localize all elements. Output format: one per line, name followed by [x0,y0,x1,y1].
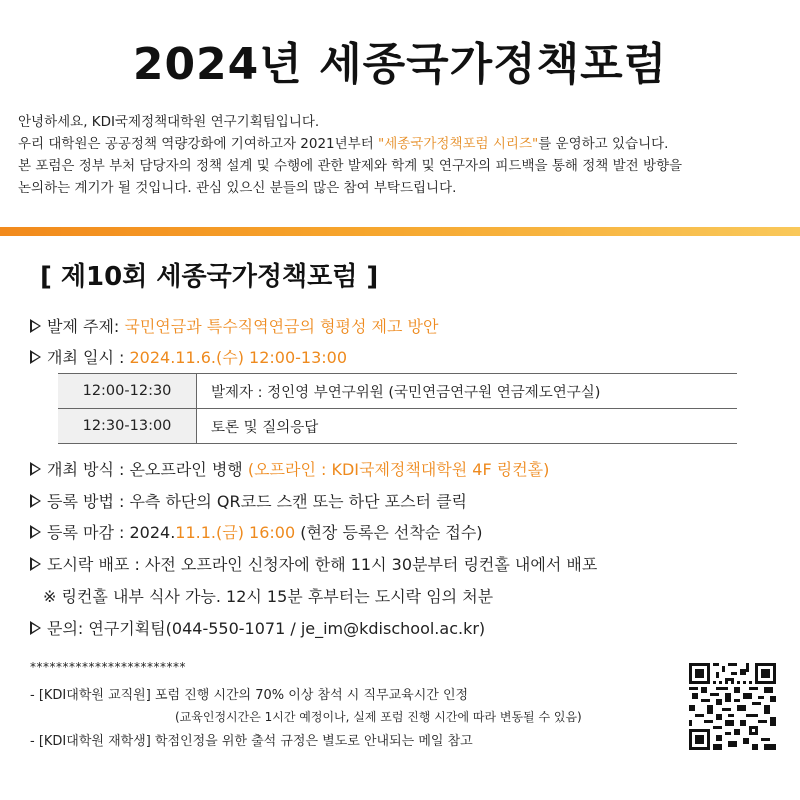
divider-bar [0,227,800,236]
intro-line-2a: 우리 대학원은 공공정책 역량강화에 기여하고자 2021년부터 [18,136,379,152]
deadline-label: 등록 마감 : 2024. [47,523,176,542]
contact-row [30,616,485,639]
triangle-right-icon [30,525,41,539]
series-highlight: "세종국가정책포럼 시리즈" [378,136,539,152]
method-row [30,457,549,480]
date-label: 개최 일시 : [47,348,130,367]
method-label: 개최 방식 : 온오프라인 병행 [47,460,248,479]
triangle-right-icon [30,621,41,635]
topic-label: 발제 주제: [47,317,125,336]
section-title: [ 제10회 세종국가정책포럼 ] [40,262,379,292]
table-row [58,374,737,409]
triangle-right-icon [30,462,41,476]
footer-note-1-sub: (교육인정시간은 1시간 예정이나, 실제 포럼 진행 시간에 따라 변동될 수 있음) [175,710,582,724]
lunch-row [30,552,597,575]
date-row [30,345,347,368]
page-title: 2024년 세종국가정책포럼 [132,39,668,90]
schedule-time: 12:30-13:00 [58,409,197,444]
schedule-table [58,373,737,444]
triangle-right-icon [30,350,41,364]
deadline-row [30,520,483,543]
intro-line-2b: 를 운영하고 있습니다. [538,136,669,152]
qr-code[interactable] [689,663,776,750]
triangle-right-icon [30,557,41,571]
deadline-note: (현장 등록은 선착순 접수) [295,523,483,542]
intro-line-1: 안녕하세요, KDI국제정책대학원 연구기획팀입니다. [18,114,320,130]
method-value: (오프라인 : KDI국제정책대학원 4F 링컨홀) [247,460,550,479]
intro-line-2 [18,133,793,155]
intro-text [18,111,793,199]
registration-method: 등록 방법 : 우측 하단의 QR코드 스캔 또는 하단 포스터 클릭 [47,492,467,511]
lunch-info: 도시락 배포 : 사전 오프라인 신청자에 한해 11시 30분부터 링컨홀 내에서 배포 [47,555,598,574]
contact-info: 문의: 연구기획팀(044-550-1071 / je_im@kdischool.ac.kr) [47,619,486,638]
deadline-value: 11.1.(금) 16:00 [175,523,296,542]
footer-note-1: - [KDI대학원 교직원] 포럼 진행 시간의 70% 이상 참석 시 직무교육시간 인정 [30,688,469,703]
triangle-right-icon [30,494,41,508]
schedule-desc: 발제자 : 정인영 부연구위원 (국민연금연구원 연금제도연구실) [197,374,738,409]
intro-line-4: 논의하는 계기가 될 것입니다. 관심 있으신 분들의 많은 참여 부탁드립니다. [18,180,457,196]
intro-line-3: 본 포럼은 정부 부처 담당자의 정책 설계 및 수행에 관한 발제와 학계 및 연구자의 피드백을 통해 정책 발전 방향을 [18,158,683,174]
table-row [58,409,737,444]
footer-note-2: - [KDI대학원 재학생] 학점인정을 위한 출석 규정은 별도로 안내되는 메일 참고 [30,734,473,749]
separator-stars: ************************ [30,660,186,674]
topic-value: 국민연금과 특수직역연금의 형평성 제고 방안 [124,317,439,336]
triangle-right-icon [30,319,41,333]
date-value: 2024.11.6.(수) 12:00-13:00 [129,348,348,367]
registration-method-row [30,489,467,512]
schedule-time: 12:00-12:30 [58,374,197,409]
schedule-desc: 토론 및 질의응답 [197,409,738,444]
lunch-note: ※ 링컨홀 내부 식사 가능. 12시 15분 후부터는 도시락 임의 처분 [43,587,494,606]
topic-row [30,314,438,337]
